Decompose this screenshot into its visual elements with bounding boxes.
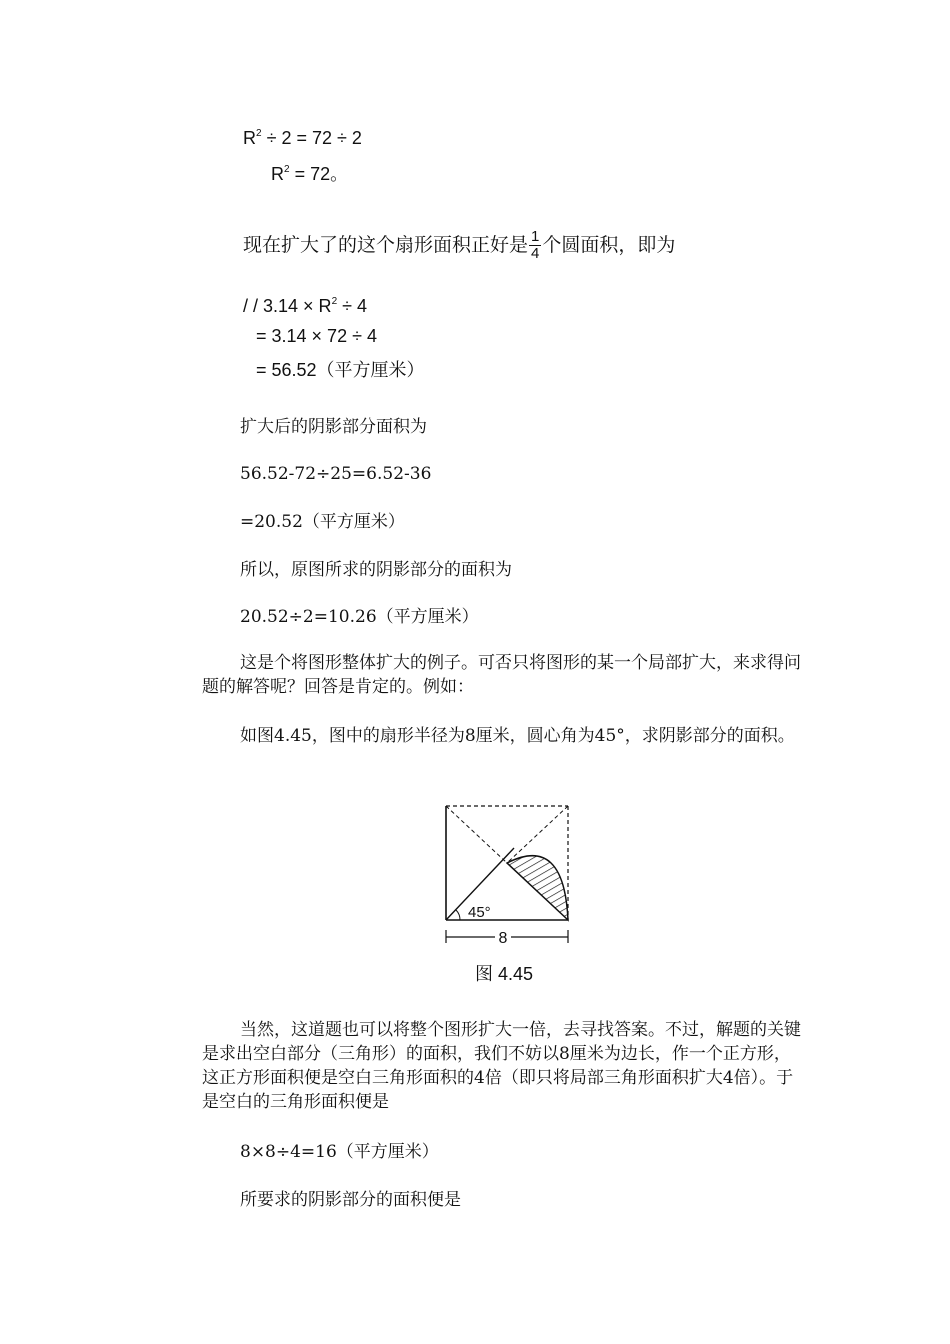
equation-r-squared-divide: $R^2 \div 2 = 72 \div 2$ <box>243 128 362 148</box>
diagonal-dashed-left <box>446 806 507 863</box>
calc-step-3: = 56.52（平方厘米） <box>256 360 425 380</box>
diagonal-dashed-right <box>507 806 568 863</box>
angle-arc <box>456 910 460 920</box>
figure-diagram <box>436 796 576 951</box>
text-line-original-area: 所以，原图所求的阴影部分的面积为 <box>240 560 512 580</box>
paragraph-enlarge-example: 这是个将图形整体扩大的例子。可否只将图形的某一个局部扩大，来求得问题的解答呢？回答是肯定的。例如： <box>202 653 801 697</box>
text-line-shaded-area: 所要求的阴影部分的面积便是 <box>240 1190 461 1210</box>
side-length-label: 8 <box>498 930 508 947</box>
fraction-one-quarter: $\frac{1}{4}$ <box>531 228 540 263</box>
text-line-calc-a: 56.52-72÷25=6.52-36 <box>240 464 432 484</box>
text-line-calc-b: =20.52（平方厘米） <box>240 512 405 532</box>
text-line-triangle-area: 8×8÷4=16（平方厘米） <box>240 1142 439 1162</box>
shaded-region <box>507 856 568 920</box>
equation-r-squared-result: $R^2 = 72$。 <box>271 164 349 184</box>
text-line-calc-c: 20.52÷2=10.26（平方厘米） <box>240 607 479 627</box>
angle-label: 45° <box>468 904 491 921</box>
figure-4-45 <box>436 796 576 955</box>
calc-step-2: = 3.14 × 72 ÷ 4 <box>256 326 377 346</box>
text-line-enlarged-area: 扩大后的阴影部分面积为 <box>240 417 427 437</box>
calc-step-1: / / $3.14 \times R^2 \div 4$ <box>243 296 368 316</box>
paragraph-explanation: 当然，这道题也可以将整个图形扩大一倍，去寻找答案。不过，解题的关键是求出空白部分（三角形）的面积，我们不妨以8厘米为边长，作一个正方形，这正方形面积便是空白三角形面积的4倍（即只将局部三角形面积扩大4倍）。于是空白的三角形面积便是 <box>202 1020 801 1112</box>
figure-caption: 图 4.45 <box>475 964 534 984</box>
sector-sentence: 现在扩大了的这个扇形面积正好是 $\frac{1}{4}$ 个圆面积，即为 <box>243 228 676 263</box>
paragraph-problem-statement: 如图4.45，图中的扇形半径为8厘米，圆心角为45°，求阴影部分的面积。 <box>240 726 795 746</box>
